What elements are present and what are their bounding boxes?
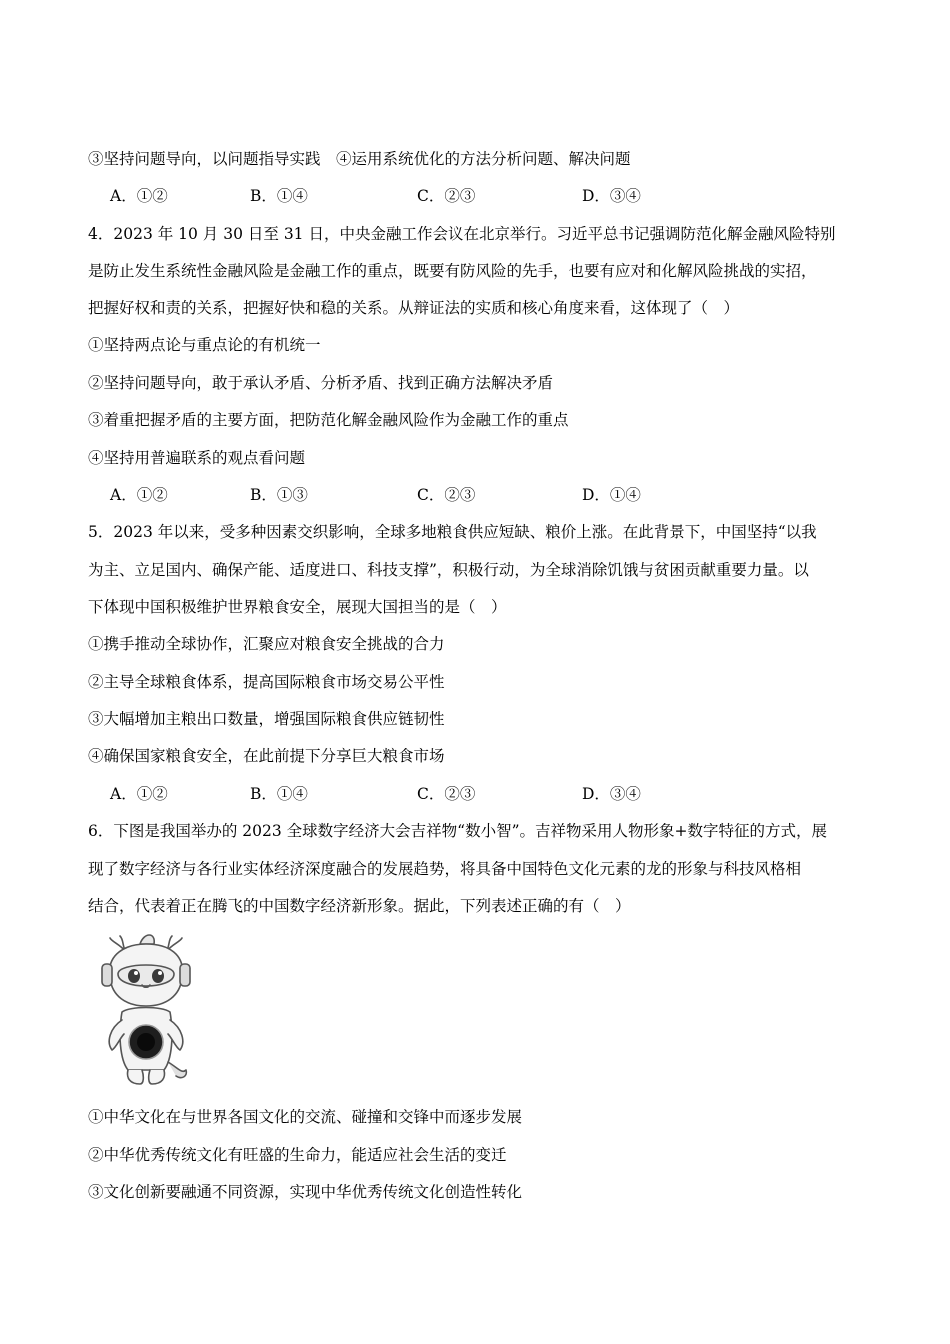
- q3-option-b[interactable]: B．①④: [250, 187, 308, 205]
- q5-stem-line-2: 为主、立足国内、确保产能、适度进口、科技支撑”，积极行动，为全球消除饥饿与贫困贡献重要力量。以: [88, 561, 809, 579]
- q5-option-a[interactable]: A．①②: [110, 785, 168, 803]
- q3-option-d[interactable]: D．③④: [582, 187, 641, 205]
- q4-item-1: ①坚持两点论与重点论的有机统一: [88, 336, 321, 354]
- q5-item-3: ③大幅增加主粮出口数量，增强国际粮食供应链韧性: [88, 710, 445, 728]
- q4-item-4: ④坚持用普遍联系的观点看问题: [88, 449, 306, 467]
- q3-tail-line: ③坚持问题导向，以问题指导实践 ④运用系统优化的方法分析问题、解决问题: [88, 150, 631, 168]
- q5-option-c[interactable]: C．②③: [417, 785, 476, 803]
- q6-stem-line-3: 结合，代表着正在腾飞的中国数字经济新形象。据此，下列表述正确的有（ ）: [88, 897, 631, 915]
- mascot-image: [96, 930, 192, 1088]
- q6-item-3: ③文化创新要融通不同资源，实现中华优秀传统文化创造性转化: [88, 1183, 523, 1201]
- q5-item-1: ①携手推动全球协作，汇聚应对粮食安全挑战的合力: [88, 635, 445, 653]
- q4-item-2: ②坚持问题导向，敢于承认矛盾、分析矛盾、找到正确方法解决矛盾: [88, 374, 554, 392]
- q4-option-d[interactable]: D．①④: [582, 486, 641, 504]
- q5-item-2: ②主导全球粮食体系，提高国际粮食市场交易公平性: [88, 673, 445, 691]
- q5-stem-line-1: 5．2023 年以来，受多种因素交织影响，全球多地粮食供应短缺、粮价上涨。在此背景下，中国坚持“以我: [88, 523, 817, 541]
- q4-stem-line-1: 4．2023 年 10 月 30 日至 31 日，中央金融工作会议在北京举行。习近平总书记强调防范化解金融风险特别: [88, 225, 836, 243]
- q6-item-2: ②中华优秀传统文化有旺盛的生命力，能适应社会生活的变迁: [88, 1146, 507, 1164]
- q6-item-1: ①中华文化在与世界各国文化的交流、碰撞和交锋中而逐步发展: [88, 1108, 523, 1126]
- q6-stem-line-2: 现了数字经济与各行业实体经济深度融合的发展趋势，将具备中国特色文化元素的龙的形象与科技风格相: [88, 860, 802, 878]
- q4-item-3: ③着重把握矛盾的主要方面，把防范化解金融风险作为金融工作的重点: [88, 411, 569, 429]
- q5-options: [110, 784, 710, 804]
- q5-stem-line-3: 下体现中国积极维护世界粮食安全，展现大国担当的是（ ）: [88, 598, 507, 616]
- q4-options: [110, 485, 710, 505]
- q4-stem-line-3: 把握好权和责的关系，把握好快和稳的关系。从辩证法的实质和核心角度来看，这体现了（ ）: [88, 299, 740, 317]
- q3-option-a[interactable]: A．①②: [110, 187, 168, 205]
- q4-stem-line-2: 是防止发生系统性金融风险是金融工作的重点，既要有防风险的先手，也要有应对和化解风险挑战的实招，: [88, 262, 817, 280]
- q5-item-4: ④确保国家粮食安全，在此前提下分享巨大粮食市场: [88, 747, 445, 765]
- q4-option-a[interactable]: A．①②: [110, 486, 168, 504]
- q3-option-c[interactable]: C．②③: [417, 187, 476, 205]
- q4-option-c[interactable]: C．②③: [417, 486, 476, 504]
- q5-option-b[interactable]: B．①④: [250, 785, 308, 803]
- q5-option-d[interactable]: D．③④: [582, 785, 641, 803]
- q6-stem-line-1: 6．下图是我国举办的 2023 全球数字经济大会吉祥物“数小智”。吉祥物采用人物形象+数字特征的方式，展: [88, 822, 828, 840]
- q3-options: [110, 186, 710, 206]
- q4-option-b[interactable]: B．①③: [250, 486, 308, 504]
